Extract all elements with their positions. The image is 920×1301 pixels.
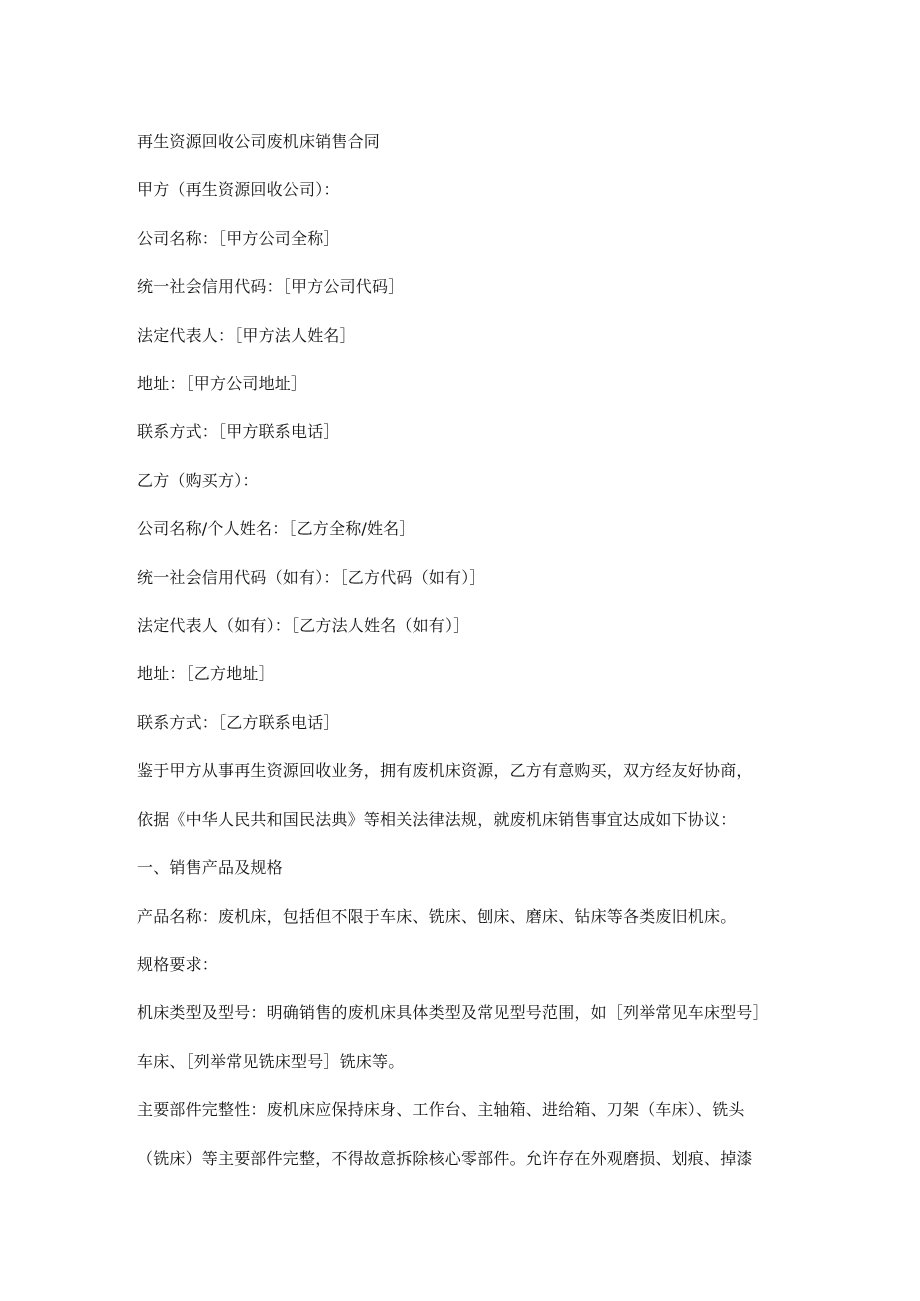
product-name: 产品名称：废机床，包括但不限于车床、铣床、刨床、磨床、钻床等各类废旧机床。 bbox=[137, 906, 737, 926]
preamble-line-1: 鉴于甲方从事再生资源回收业务，拥有废机床资源，乙方有意购买，双方经友好协商， bbox=[137, 761, 753, 781]
document-title: 再生资源回收公司废机床销售合同 bbox=[137, 132, 381, 151]
machine-type-line-1: 机床类型及型号：明确销售的废机床具体类型及常见型号范围，如［列举常见车床型号］ bbox=[137, 1003, 769, 1023]
party-a-legal-rep: 法定代表人：［甲方法人姓名］ bbox=[137, 325, 356, 345]
party-a-heading: 甲方（再生资源回收公司）： bbox=[137, 180, 340, 200]
party-b-credit-code: 统一社会信用代码（如有）：［乙方代码（如有）］ bbox=[137, 567, 486, 587]
party-a-credit-code: 统一社会信用代码：［甲方公司代码］ bbox=[137, 277, 405, 297]
party-a-company-name: 公司名称：［甲方公司全称］ bbox=[137, 228, 340, 248]
party-b-name: 公司名称/个人姓名：［乙方全称/姓名］ bbox=[137, 519, 416, 539]
party-b-legal-rep: 法定代表人（如有）：［乙方法人姓名（如有）］ bbox=[137, 616, 470, 636]
spec-requirements-heading: 规格要求： bbox=[137, 954, 219, 974]
party-a-address: 地址：［甲方公司地址］ bbox=[137, 374, 308, 394]
component-integrity-line-1: 主要部件完整性：废机床应保持床身、工作台、主轴箱、进给箱、刀架（车床）、铣头 bbox=[137, 1100, 745, 1120]
party-b-contact: 联系方式：［乙方联系电话］ bbox=[137, 712, 340, 732]
party-b-heading: 乙方（购买方）： bbox=[137, 470, 259, 490]
party-a-contact: 联系方式：［甲方联系电话］ bbox=[137, 422, 340, 442]
preamble-line-2: 依据《中华人民共和国民法典》等相关法律法规，就废机床销售事宜达成如下协议： bbox=[137, 809, 737, 829]
machine-type-line-2: 车床、［列举常见铣床型号］铣床等。 bbox=[137, 1051, 405, 1071]
party-b-address: 地址：［乙方地址］ bbox=[137, 664, 275, 684]
component-integrity-line-2: （铣床）等主要部件完整，不得故意拆除核心零部件。允许存在外观磨损、划痕、掉漆 bbox=[137, 1148, 753, 1168]
section-1-heading: 一、销售产品及规格 bbox=[137, 858, 283, 878]
document-body bbox=[137, 118, 807, 1183]
